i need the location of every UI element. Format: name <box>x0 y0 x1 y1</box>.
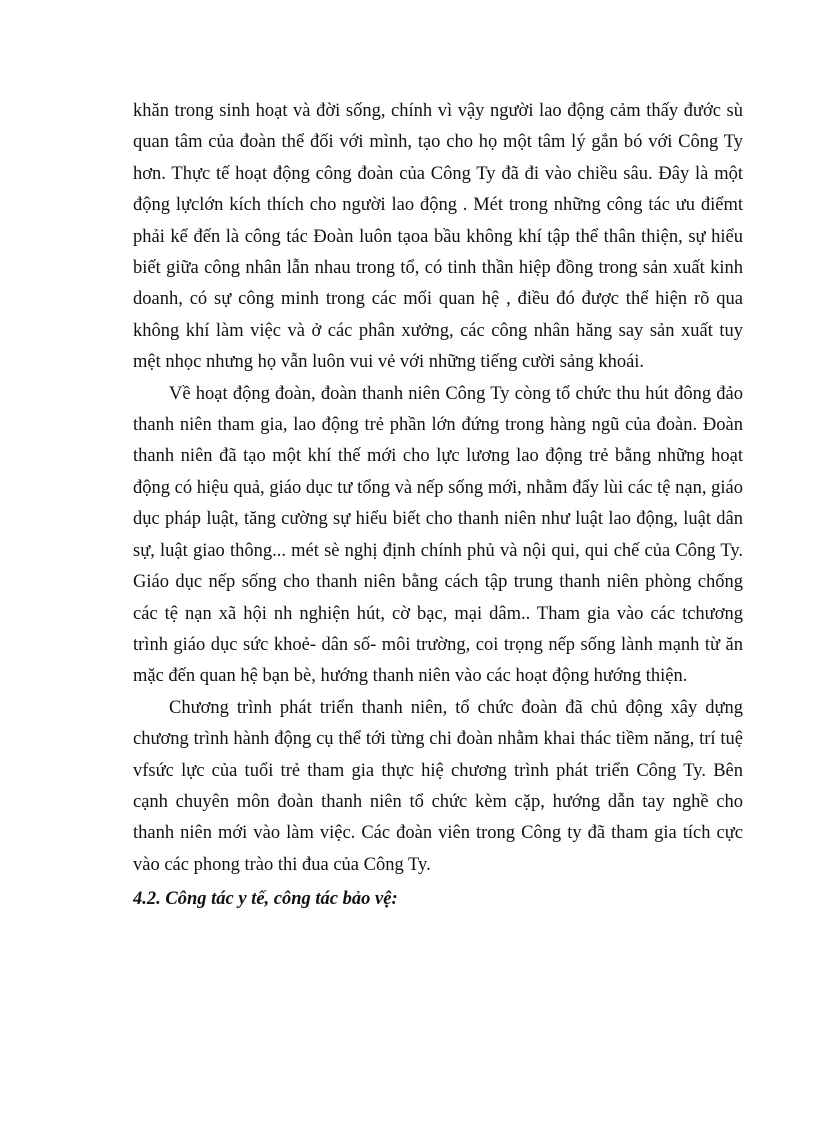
paragraph-union-activities: khăn trong sinh hoạt và đời sống, chính vì vậy người lao động cảm thấy đước sù quan tâm của đoàn thể đối với mình, tạo cho họ một tâm lý gắn bó với Công Ty hơn. Thực tế hoạt động công đoàn của Công Ty đã đi vào chiều sâu. Đây là một động lựclớn kích thích cho người lao động . Mét trong những công tác ưu điểmt phải kể đến là công tác Đoàn luôn tạoa bầu không khí tập thể thân thiện, sự hiểu biết giữa công nhân lẫn nhau trong tổ, có tinh thần hiệp đồng trong sản xuất kinh doanh, có sự công minh trong các mối quan hệ , điều đó được thể hiện rõ qua không khí làm việc và ở các phân xưởng, các công nhân hăng say sản xuất tuy mệt nhọc nhưng họ vẫn luôn vui vẻ với những tiếng cười sảng khoái. <box>133 101 743 373</box>
paragraph-youth-union: Về hoạt động đoàn, đoàn thanh niên Công Ty còng tổ chức thu hút đông đảo thanh niên tham gia, lao động trẻ phần lớn đứng trong hàng ngũ của đoàn. Đoàn thanh niên đã tạo một khí thế mới cho lực lương lao động trẻ bằng những hoạt động có hiệu quả, giáo dục tư tổng và nếp sống mới, nhằm đẩy lùi các tệ nạn, giáo dục pháp luật, tăng cường sự hiểu biết cho thanh niên như luật lao động, luật dân sự, luật giao thông... mét sè nghị định chính phủ và nội qui, qui chế của Công Ty. Giáo dục nếp sống cho thanh niên bằng cách tập trung thanh niên phòng chống các tệ nạn xã hội nh nghiện hút, cờ bạc, mại dâm.. Tham gia vào các tchương trình giáo dục sức khoẻ- dân số- môi trường, coi trọng nếp sống lành mạnh từ ăn mặc đến quan hệ bạn bè, hướng thanh niên vào các hoạt động hướng thiện. <box>133 383 743 687</box>
paragraph-youth-development: Chương trình phát triển thanh niên, tổ chức đoàn đã chủ động xây dựng chương trình hành động cụ thể tới từng chi đoàn nhằm khai thác tiềm năng, trí tuệ vfsức lực của tuổi trẻ tham gia thực hiệ chương trình phát triển Công Ty. Bên cạnh chuyên môn đoàn thanh niên tổ chức kèm cặp, hướng dẫn tay nghề cho thanh niên mới vào làm việc. Các đoàn viên trong Công ty đã tham gia tích cực vào các phong trào thi đua của Công Ty. <box>133 697 743 875</box>
document-body <box>133 96 743 917</box>
section-heading: 4.2. Công tác y tế, công tác bảo vệ: <box>133 889 398 910</box>
